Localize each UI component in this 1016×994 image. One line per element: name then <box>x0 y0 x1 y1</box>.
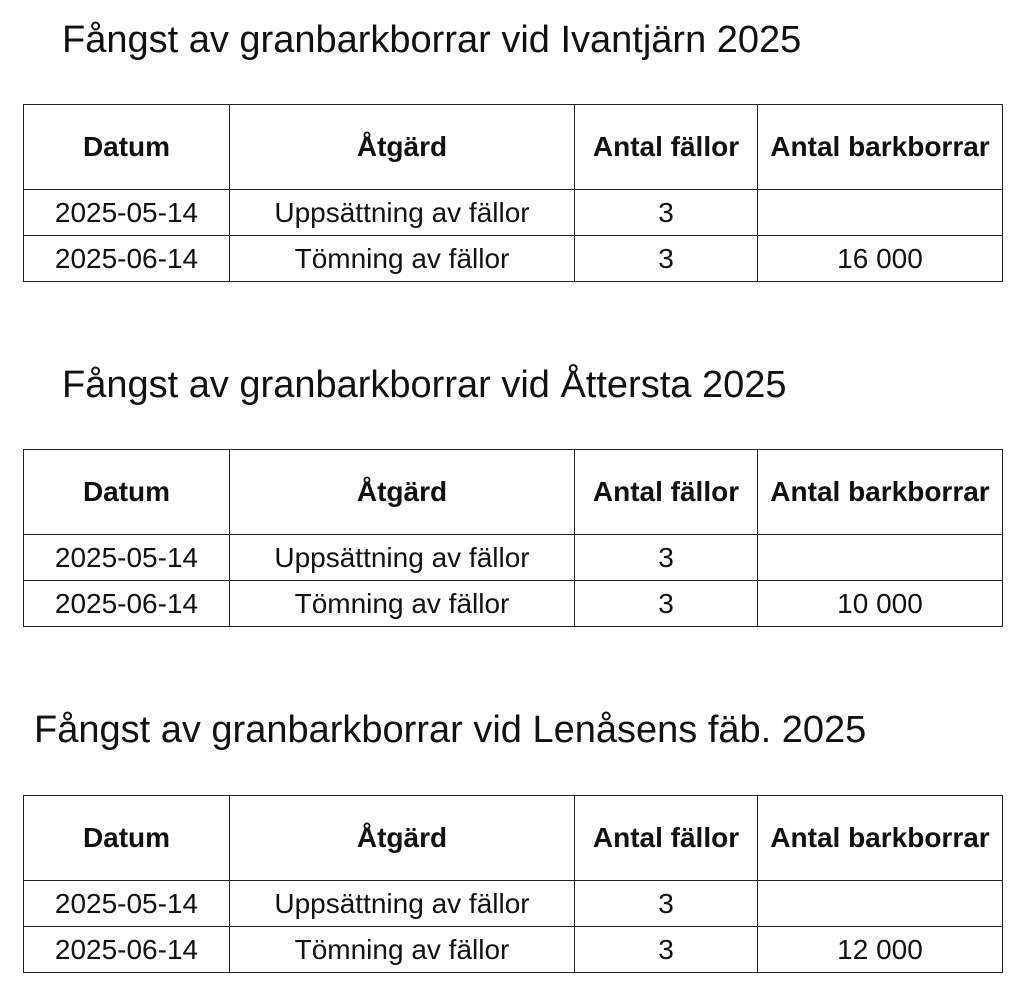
table-header-row <box>24 796 1003 881</box>
header-traps: Antal fällor <box>575 796 758 881</box>
cell-date: 2025-06-14 <box>24 927 230 973</box>
cell-action: Tömning av fällor <box>230 236 575 282</box>
header-beetles: Antal barkborrar <box>758 450 1003 535</box>
cell-date: 2025-06-14 <box>24 236 230 282</box>
header-date: Datum <box>24 105 230 190</box>
table-row <box>24 927 1003 973</box>
section-title-lenasens: Fångst av granbarkborrar vid Lenåsens fäb. 2025 <box>34 709 867 751</box>
cell-date: 2025-05-14 <box>24 535 230 581</box>
cell-date: 2025-05-14 <box>24 881 230 927</box>
catch-table-lenasens <box>23 795 1003 973</box>
cell-traps: 3 <box>575 190 758 236</box>
cell-action: Uppsättning av fällor <box>230 190 575 236</box>
cell-date: 2025-06-14 <box>24 581 230 627</box>
cell-traps: 3 <box>575 535 758 581</box>
cell-beetles: 16 000 <box>758 236 1003 282</box>
catch-table-ivantjarn <box>23 104 1003 282</box>
cell-traps: 3 <box>575 581 758 627</box>
header-date: Datum <box>24 796 230 881</box>
cell-beetles <box>758 190 1003 236</box>
catch-table-attersta <box>23 449 1003 627</box>
cell-date: 2025-05-14 <box>24 190 230 236</box>
cell-action: Tömning av fällor <box>230 581 575 627</box>
header-action: Åtgärd <box>230 105 575 190</box>
section-title-attersta: Fångst av granbarkborrar vid Åttersta 2025 <box>62 364 787 406</box>
cell-beetles <box>758 881 1003 927</box>
cell-traps: 3 <box>575 927 758 973</box>
cell-action: Tömning av fällor <box>230 927 575 973</box>
header-beetles: Antal barkborrar <box>758 105 1003 190</box>
cell-beetles: 12 000 <box>758 927 1003 973</box>
cell-traps: 3 <box>575 881 758 927</box>
header-date: Datum <box>24 450 230 535</box>
table-header-row <box>24 450 1003 535</box>
table-header-row <box>24 105 1003 190</box>
cell-beetles <box>758 535 1003 581</box>
section-title-ivantjarn: Fångst av granbarkborrar vid Ivantjärn 2025 <box>62 19 802 61</box>
table-row <box>24 581 1003 627</box>
header-beetles: Antal barkborrar <box>758 796 1003 881</box>
cell-beetles: 10 000 <box>758 581 1003 627</box>
table-row <box>24 881 1003 927</box>
table-row <box>24 236 1003 282</box>
cell-action: Uppsättning av fällor <box>230 881 575 927</box>
table-row <box>24 190 1003 236</box>
header-traps: Antal fällor <box>575 450 758 535</box>
cell-traps: 3 <box>575 236 758 282</box>
header-action: Åtgärd <box>230 450 575 535</box>
table-row <box>24 535 1003 581</box>
cell-action: Uppsättning av fällor <box>230 535 575 581</box>
header-traps: Antal fällor <box>575 105 758 190</box>
header-action: Åtgärd <box>230 796 575 881</box>
